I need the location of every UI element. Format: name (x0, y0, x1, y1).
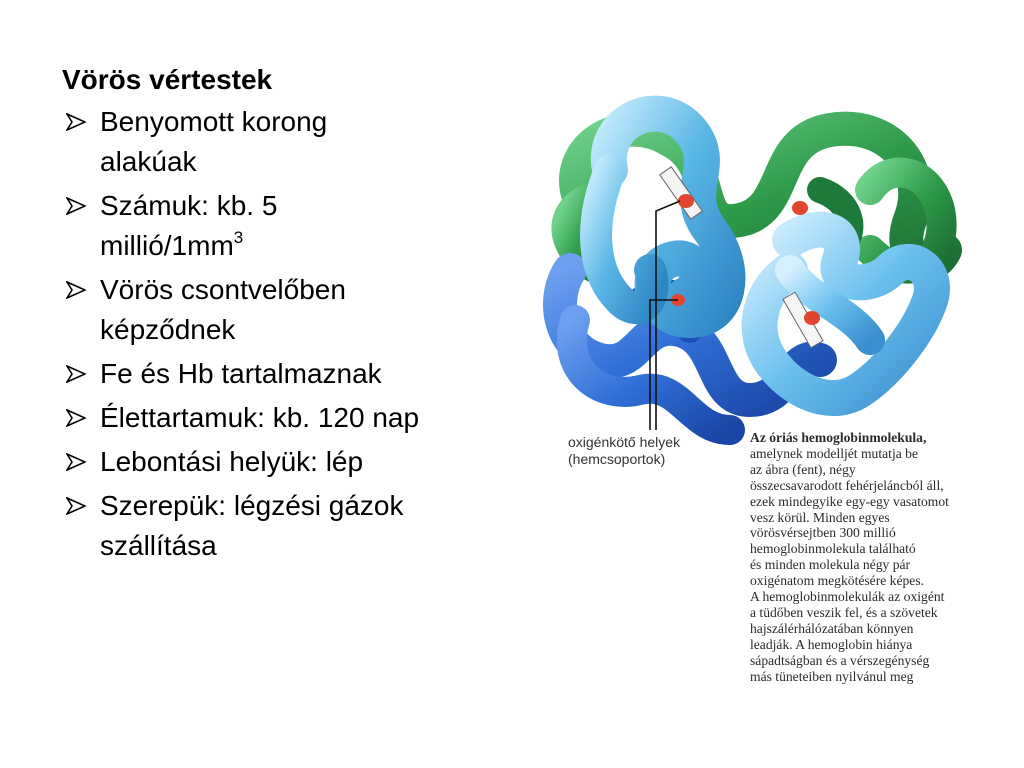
arrowhead-bullet-icon (66, 409, 86, 427)
oxygen-binding-sites-label (568, 434, 738, 468)
caption-line: összecsavarodott fehérjeláncból áll, (750, 477, 944, 493)
bullet-line: Vörös csontvelőben (100, 274, 346, 305)
light-blue-chain-right (760, 230, 932, 398)
bullet-line: Lebontási helyük: lép (100, 446, 364, 477)
arrowhead-bullet-icon (66, 281, 86, 299)
bullet-item (62, 354, 502, 394)
bullet-line: millió/1mm (100, 230, 234, 261)
bullet-item (62, 398, 502, 438)
bullet-item (62, 186, 502, 266)
arrowhead-bullet-icon (66, 113, 86, 131)
bullet-item (62, 270, 502, 350)
caption-line: hajszálérhálózatában könnyen (750, 620, 914, 636)
text-column (62, 60, 502, 570)
caption-line: az ábra (fent), négy (750, 461, 856, 477)
bullet-line: alakúak (100, 146, 197, 177)
bullet-line: Fe és Hb tartalmaznak (100, 358, 382, 389)
bullet-item (62, 102, 502, 182)
caption-line: hemoglobinmolekula található (750, 541, 916, 557)
arrowhead-bullet-icon (66, 453, 86, 471)
label-line: (hemcsoportok) (568, 451, 666, 467)
caption-line: és minden molekula négy pár (750, 557, 911, 573)
bullet-line: képződnek (100, 314, 236, 345)
caption-line: sápadtságban és a vérszegénység (750, 652, 930, 668)
caption-line: A hemoglobinmolekulák az oxigént (750, 589, 945, 605)
caption-line: vesz körül. Minden egyes (750, 509, 890, 525)
caption-line: más tüneteiben nyilvánul meg (750, 668, 914, 684)
bullet-item (62, 486, 502, 566)
slide-heading: Vörös vértestek (62, 64, 273, 95)
figure-caption (750, 430, 1000, 685)
bullet-line: Benyomott korong (100, 106, 328, 137)
caption-line: leadják. A hemoglobin hiánya (750, 636, 913, 652)
bullet-list (62, 102, 502, 566)
caption-line: amelynek modelljét mutatja be (750, 445, 918, 461)
caption-line: vörösvérsejtben 300 millió (750, 525, 896, 541)
bullet-line: Szerepük: légzési gázok (100, 490, 404, 521)
bullet-line: Élettartamuk: kb. 120 nap (100, 402, 420, 433)
arrowhead-bullet-icon (66, 497, 86, 515)
superscript: 3 (233, 227, 244, 247)
caption-line: ezek mindegyike egy-egy vasatomot (750, 493, 949, 509)
caption-line: oxigénatom megkötésére képes. (750, 573, 925, 589)
arrowhead-bullet-icon (66, 365, 86, 383)
label-line: oxigénkötő helyek (568, 434, 681, 450)
bullet-line: szállítása (100, 530, 217, 561)
caption-title: Az óriás hemoglobinmolekula, (750, 430, 927, 445)
arrowhead-bullet-icon (66, 197, 86, 215)
bullet-line: Számuk: kb. 5 (100, 190, 278, 221)
bullet-item (62, 442, 502, 482)
heme-group (792, 201, 808, 215)
caption-line: a tüdőben veszik fel, és a szövetek (750, 604, 938, 620)
